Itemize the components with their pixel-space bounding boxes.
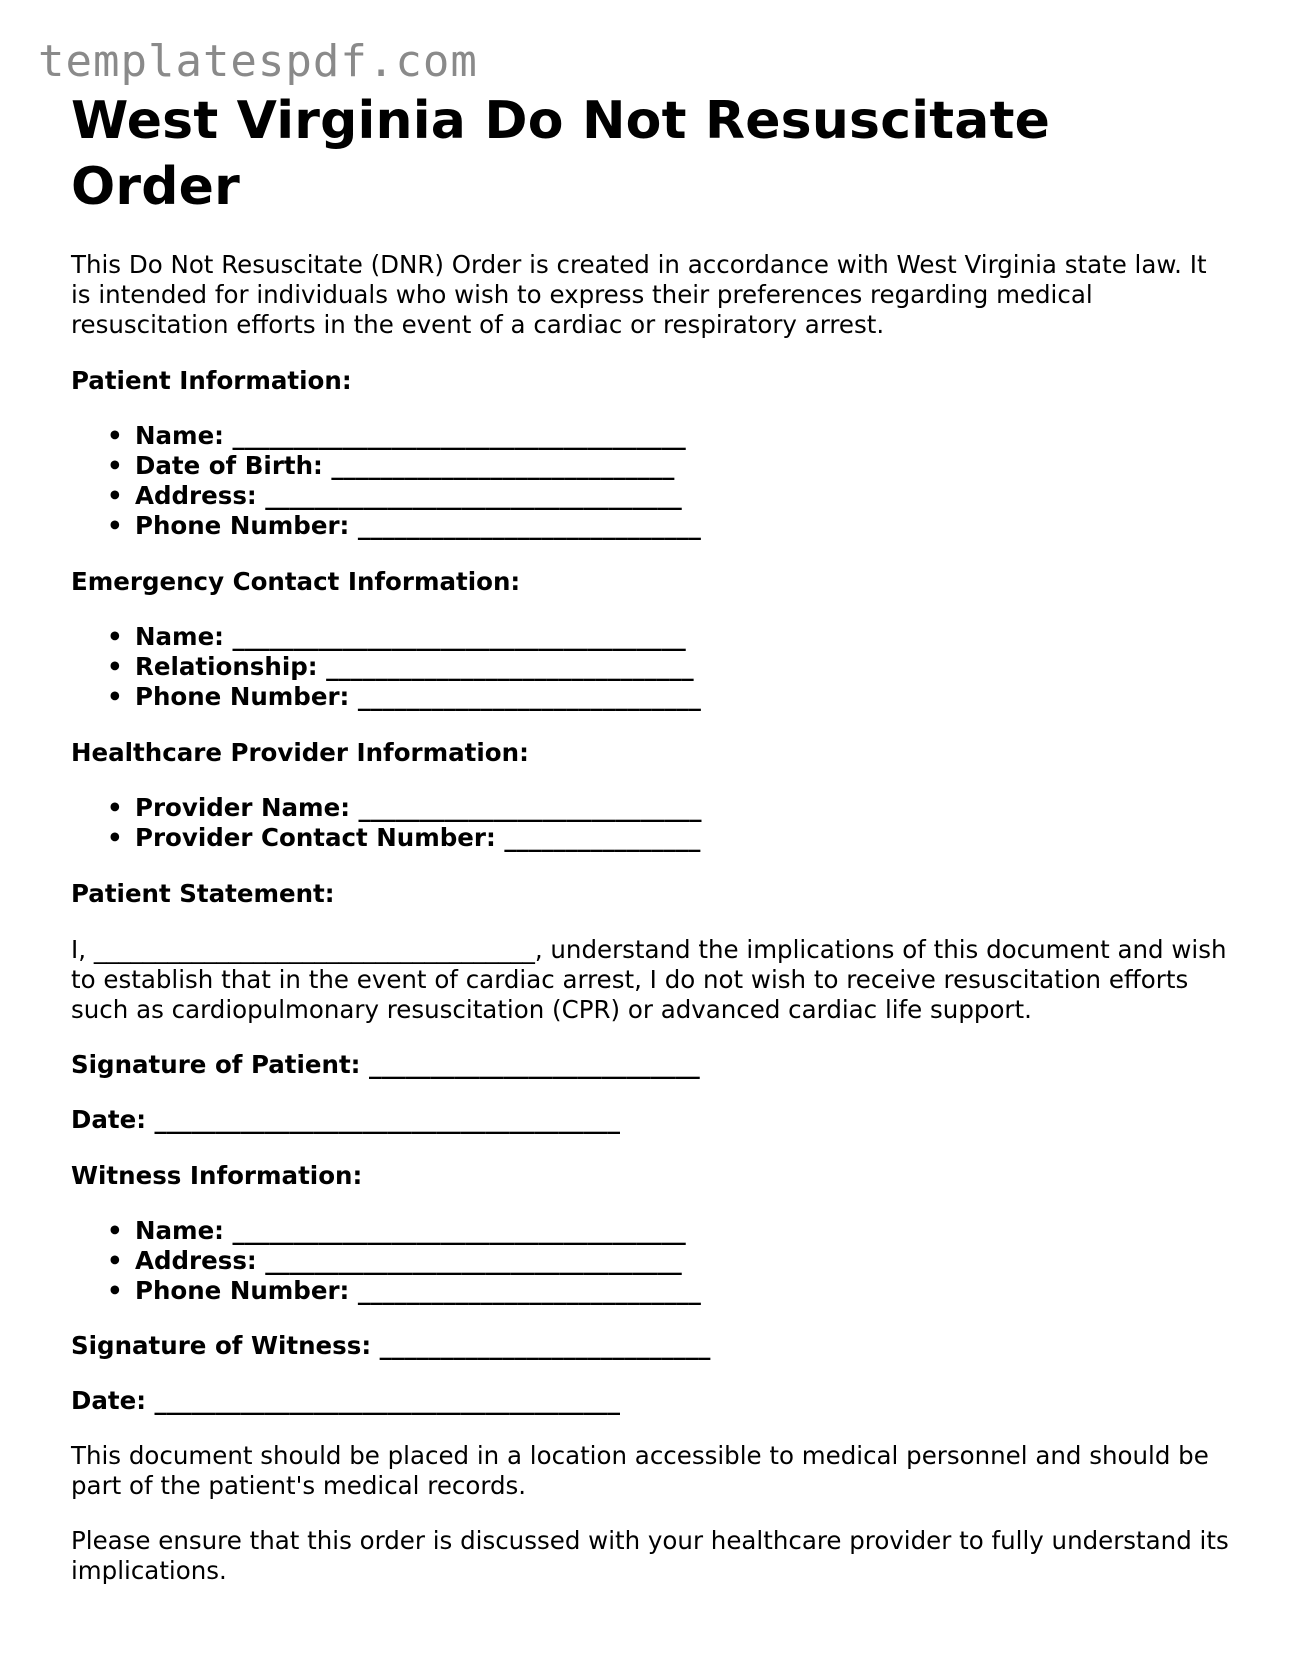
emergency-relationship-field[interactable] (107, 652, 1231, 682)
statement-prefix: I, (71, 935, 87, 964)
bullet-icon: • (107, 481, 123, 510)
bullet-icon: • (107, 622, 123, 651)
closing-paragraph-placement: This document should be placed in a location accessible to medical personnel and should be part of the patient's medical records. (71, 1441, 1209, 1500)
blank-line[interactable]: _____________________________________ (232, 421, 686, 450)
witness-info-list (71, 1216, 1231, 1306)
watermark: templatespdf.com (38, 36, 478, 87)
emergency-phone-field[interactable] (107, 682, 1231, 712)
blank-line[interactable]: ____________________________ (357, 682, 701, 711)
field-label: Relationship: (135, 652, 318, 681)
blank-line[interactable]: _____________________________________ (232, 622, 686, 651)
blank-line[interactable]: ______________________________________ (154, 1386, 621, 1415)
blank-line[interactable]: ___________________________ (369, 1050, 700, 1079)
field-label: Phone Number: (135, 511, 350, 540)
witness-phone-field[interactable] (107, 1276, 1231, 1306)
field-label: Date: (71, 1386, 146, 1415)
bullet-icon: • (107, 823, 123, 852)
emergency-contact-list (71, 622, 1231, 712)
field-label: Phone Number: (135, 682, 350, 711)
bullet-icon: • (107, 793, 123, 822)
patient-statement-heading: Patient Statement: (71, 879, 335, 908)
bullet-icon: • (107, 1276, 123, 1305)
field-label: Name: (135, 1216, 224, 1245)
bullet-icon: • (107, 1216, 123, 1245)
bullet-icon: • (107, 421, 123, 450)
closing-paragraph-discussion: Please ensure that this order is discussed with your healthcare provider to fully understand its implications. (71, 1526, 1229, 1585)
patient-info-heading: Patient Information: (71, 366, 352, 395)
field-label: Provider Contact Number: (135, 823, 496, 852)
provider-info-list (71, 793, 1231, 853)
witness-info-heading: Witness Information: (71, 1161, 363, 1190)
witness-name-field[interactable] (107, 1216, 1231, 1246)
provider-info-heading: Healthcare Provider Information: (71, 738, 529, 767)
witness-date-line[interactable] (71, 1386, 1231, 1416)
patient-date-line[interactable] (71, 1105, 1231, 1135)
field-label: Provider Name: (135, 793, 350, 822)
patient-dob-field[interactable] (107, 451, 1231, 481)
emergency-name-field[interactable] (107, 622, 1231, 652)
field-label: Address: (135, 481, 257, 510)
bullet-icon: • (107, 652, 123, 681)
blank-line[interactable]: ____________________________ (358, 793, 702, 822)
field-label: Name: (135, 421, 224, 450)
field-label: Name: (135, 622, 224, 651)
field-label: Signature of Witness: (71, 1331, 372, 1360)
page-title: West Virginia Do Not Resuscitate Order (71, 91, 1051, 217)
bullet-icon: • (107, 511, 123, 540)
field-label: Signature of Patient: (71, 1050, 361, 1079)
bullet-icon: • (107, 682, 123, 711)
document-body (71, 88, 1231, 1586)
provider-name-field[interactable] (107, 793, 1231, 823)
field-label: Date of Birth: (135, 451, 323, 480)
patient-signature-line[interactable] (71, 1050, 1231, 1080)
intro-paragraph: This Do Not Resuscitate (DNR) Order is created in accordance with West Virginia state law. It is intended for individuals who wish to express their preferences regarding medical resuscitation efforts in the event of a cardiac or respiratory arrest. (71, 250, 1207, 339)
bullet-icon: • (107, 1246, 123, 1275)
blank-line[interactable]: ____________________________ (357, 511, 701, 540)
witness-address-field[interactable] (107, 1246, 1231, 1276)
patient-address-field[interactable] (107, 481, 1231, 511)
blank-line[interactable]: ______________________________ (326, 652, 694, 681)
blank-line[interactable]: __________________________________ (265, 481, 682, 510)
provider-contact-field[interactable] (107, 823, 1231, 853)
field-label: Date: (71, 1105, 146, 1134)
blank-line[interactable]: ___________________________ (379, 1331, 711, 1360)
statement-text: , understand the implications of this document and wish to establish that in the event of cardiac arrest, I do not wish to receive resuscitation efforts such as cardiopulmonary resuscitation (CPR) or advanced cardiac life support. (71, 935, 1227, 1024)
statement-name-blank[interactable]: ____________________________________ (93, 935, 535, 964)
emergency-contact-heading: Emergency Contact Information: (71, 567, 521, 596)
patient-phone-field[interactable] (107, 511, 1231, 541)
field-label: Address: (135, 1246, 257, 1275)
patient-name-field[interactable] (107, 421, 1231, 451)
patient-info-list (71, 421, 1231, 541)
blank-line[interactable]: ______________________________________ (154, 1105, 621, 1134)
blank-line[interactable]: ________________ (504, 823, 701, 852)
blank-line[interactable]: ____________________________ (357, 1276, 701, 1305)
blank-line[interactable]: __________________________________ (265, 1246, 682, 1275)
blank-line[interactable]: ____________________________ (331, 451, 675, 480)
field-label: Phone Number: (135, 1276, 350, 1305)
patient-statement-paragraph (71, 935, 1231, 1025)
bullet-icon: • (107, 451, 123, 480)
witness-signature-line[interactable] (71, 1331, 1231, 1361)
blank-line[interactable]: _____________________________________ (232, 1216, 686, 1245)
